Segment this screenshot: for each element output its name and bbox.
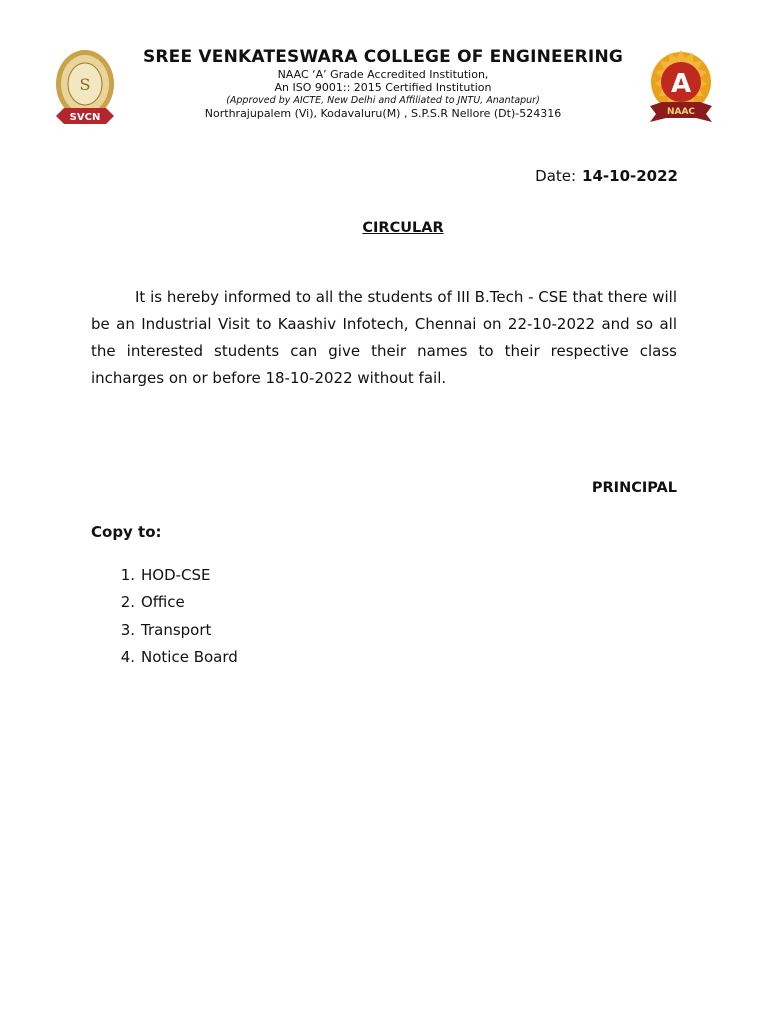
date-value: 14-10-2022: [582, 167, 678, 185]
list-number: 2.: [120, 593, 135, 612]
list-item: [91, 617, 238, 644]
address-line: Northrajupalem (Vi), Kodavaluru(M) , S.P.S.R Nellore (Dt)-524316: [204, 107, 562, 120]
college-logo: [52, 44, 118, 134]
list-number: 1.: [120, 566, 135, 584]
svg-text:S: S: [79, 75, 91, 94]
signatory: PRINCIPAL: [591, 480, 677, 496]
college-name: SREE VENKATESWARA COLLEGE OF ENGINEERING: [142, 47, 624, 67]
list-number: 3.: [120, 620, 135, 639]
circular-title: CIRCULAR: [362, 220, 444, 236]
copy-to-list: [91, 562, 238, 671]
list-text: Office: [141, 593, 185, 612]
date-label: Date:: [535, 167, 577, 185]
naac-grade-logo: [648, 44, 714, 132]
right-logo-grade: A: [670, 69, 692, 99]
circular-body: It is hereby informed to all the students of III B.Tech - CSE that there will be an Industrial Visit to Kaashiv Infotech, Chennai on 22-10-2022 and so all the interested students can give their names to their respective class incharges on or before 18-10-2022 without fail.: [91, 288, 677, 387]
accreditation-line: NAAC ‘A’ Grade Accredited Institution,: [277, 68, 489, 81]
list-text: Notice Board: [141, 647, 238, 666]
left-logo-text: SVCN: [69, 112, 101, 123]
copy-to-label: Copy to:: [91, 523, 162, 541]
list-item: [91, 589, 238, 616]
right-logo-ribbon: NAAC: [666, 107, 696, 117]
iso-line: An ISO 9001:: 2015 Certified Institution: [274, 81, 492, 94]
date-line: [535, 166, 678, 186]
list-text: Transport: [141, 620, 212, 639]
letterhead: [120, 46, 646, 120]
list-number: 4.: [120, 647, 135, 666]
list-item: [91, 644, 238, 671]
approval-line: (Approved by AICTE, New Delhi and Affiliated to JNTU, Anantapur): [226, 95, 540, 106]
list-item: [91, 562, 238, 589]
list-text: HOD-CSE: [141, 566, 211, 584]
